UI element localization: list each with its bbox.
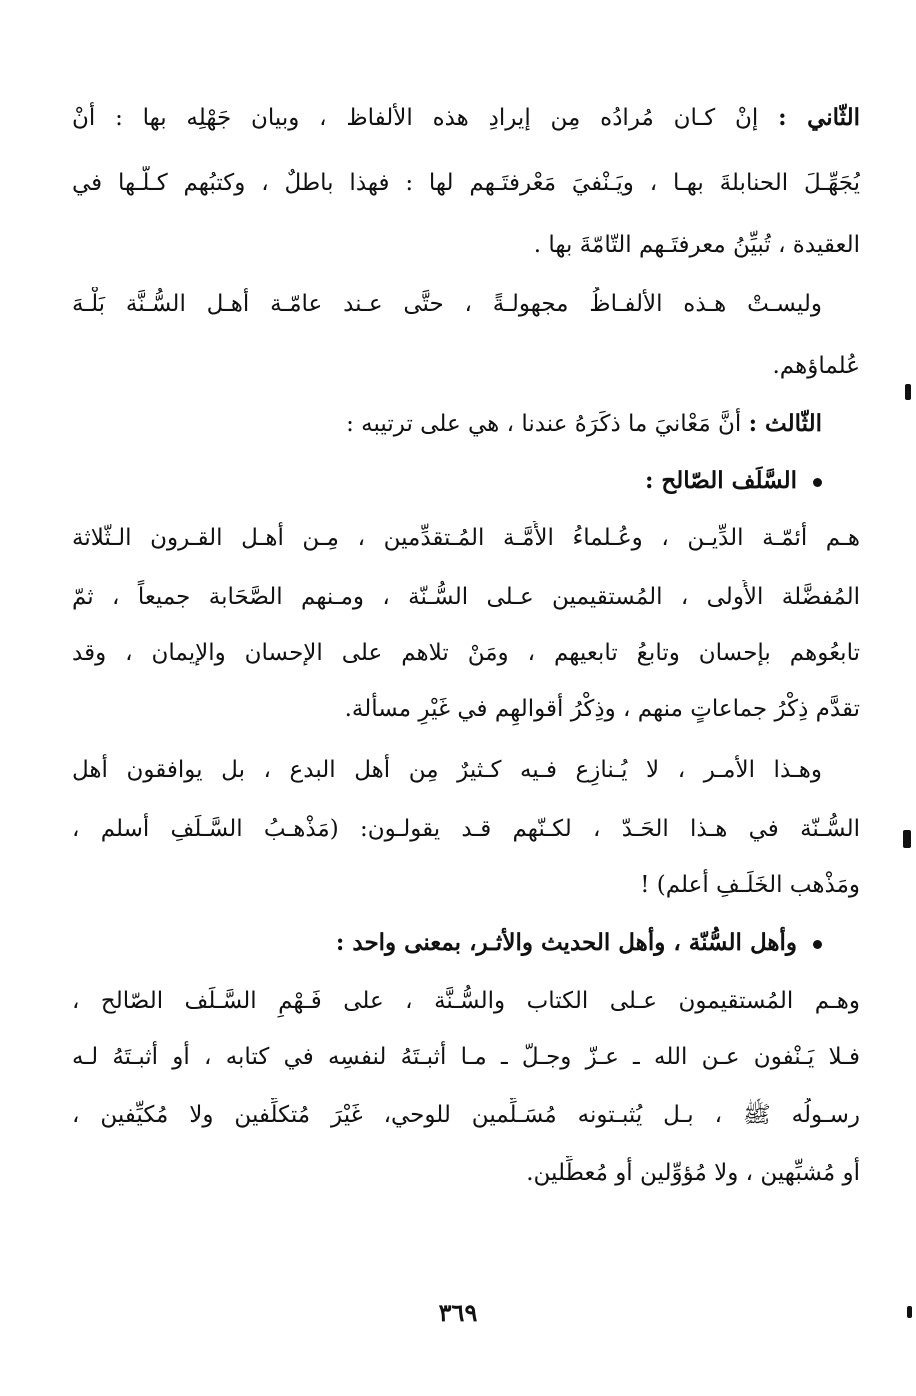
scan-edge-mark: [907, 1306, 912, 1318]
scan-edge-mark: [903, 830, 911, 848]
paragraph-second-text: إنْ كـان مُرادُه مِن إيرادِ هذه الألفاظ ، وبيان جَهْلِه بها : أنْ: [72, 105, 759, 131]
page-number: ٣٦٩: [438, 1298, 478, 1327]
paragraph-salaf-line-3: تابعُوهم بإحسان وتابعُ تابعيهم ، ومَنْ تلاهم على الإحسان والإيمان ، وقد: [72, 640, 860, 666]
scan-edge-mark: [905, 384, 911, 400]
paragraph-third-label: الثّالث :: [748, 410, 822, 437]
paragraph-not-unknown-line-2: عُلماؤهم.: [772, 353, 860, 379]
bullet-dot-icon: [813, 940, 822, 949]
paragraph-not-unknown-line-1: وليسـتْ هـذه الألفـاظُ مجهولـةً ، حتَّى عـند عامّـة أهـل السُّـنَّة بَلْـهَ: [72, 291, 822, 317]
paragraph-dispute-line-1: وهـذا الأمـر ، لا يُـنازِع فـيه كـثيرٌ مِن أهل البدع ، بل يوافقون أهل: [72, 757, 822, 783]
heading-salaf-text: السَّلَف الصّالح :: [644, 467, 797, 494]
paragraph-dispute-line-2: السُّـنّة في هـذا الحَـدّ ، لكـنّهم قـد يقولـون: (مَذْهـبُ السَّـلَفِ أسلم ،: [72, 816, 860, 842]
paragraph-second-line-2: يُجَهِّـلَ الحنابلةَ بهـا ، ويَـنْفيَ مَعْرفتَـهم لها : فهذا باطلٌ ، وكتبُهم كـلُّـها في: [72, 170, 860, 196]
paragraph-second-line-3: العقيدة ، تُبيِّنُ معرفتَـهم التّامّةَ بها .: [533, 232, 860, 258]
paragraph-salaf-line-2: المُفضَّلة الأُولى ، المُستقيمين عـلى السُّـنّة ، ومـنهم الصَّحَابة جميعاً ، ثمّ: [72, 584, 860, 610]
paragraph-second-label: الثّاني :: [778, 104, 860, 131]
bullet-dot-icon: [813, 478, 822, 487]
paragraph-third-text: أنَّ مَعْانيَ ما ذكَرَهُ عندنا ، هي على ترتيبه :: [346, 411, 742, 437]
paragraph-sunnah-line-2: فـلا يَـنْفون عـن الله ـ عـزّ وجـلّ ـ مـا أثبـتَهُ لنفسِه في كتابه ، أو أثبـتَهُ لـه: [72, 1044, 860, 1070]
paragraph-salaf-line-1: هـم أئمّـة الدِّيـن ، وعُـلماءُ الأُمَّـة المُـتقدِّمين ، مِـن أهـل القـرون الـثّلاثة: [72, 525, 860, 551]
paragraph-dispute-line-3: ومَذْهب الخَلَـفِ أعلم) !: [640, 872, 860, 898]
heading-salaf: [72, 464, 860, 498]
paragraph-third-line: [72, 407, 860, 441]
heading-sunnah-text: وأهل السُّنّة ، وأهل الحديث والأثـر، بمعنى واحد :: [335, 929, 797, 956]
paragraph-sunnah-line-1: وهـم المُستقيمون عـلى الكتاب والسُّـنَّة ، على فَـهْمِ السَّـلَف الصّالح ،: [72, 988, 860, 1014]
paragraph-salaf-line-4: تقدَّم ذِكْرُ جماعاتٍ منهم ، وذِكْرُ أقوالهِم في غَيْرِ مسألة.: [344, 696, 860, 722]
paragraph-sunnah-line-3: رسـولُه ﷺ ، بـل يُثبـتونه مُسَـلِّمين للوحي، غَيْرَ مُتكلِّفين ولا مُكيِّفين ،: [72, 1102, 860, 1128]
heading-sunnah: [72, 926, 860, 960]
paragraph-second-line-1: [72, 101, 860, 135]
paragraph-sunnah-line-4: أو مُشبِّهين ، ولا مُؤوِّلين أو مُعطِّلين.: [526, 1160, 860, 1186]
